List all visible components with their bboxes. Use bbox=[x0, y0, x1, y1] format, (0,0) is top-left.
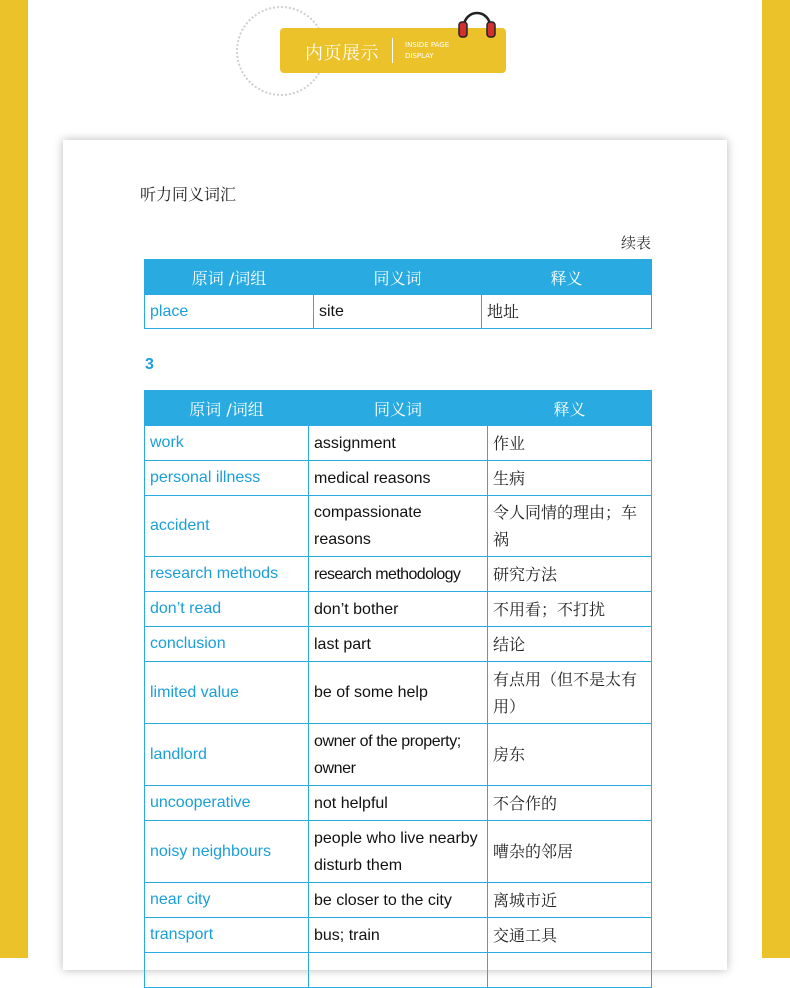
table-row bbox=[145, 821, 652, 883]
synonym-cell: medical reasons bbox=[309, 461, 488, 496]
word-cell: personal illness bbox=[145, 461, 309, 496]
table-row bbox=[145, 461, 652, 496]
badge-divider bbox=[392, 38, 393, 63]
synonym-cell: last part bbox=[309, 627, 488, 662]
table-row bbox=[145, 724, 652, 786]
table-header-row bbox=[145, 391, 652, 426]
meaning-cell: 结论 bbox=[488, 627, 652, 662]
column-header-meaning: 释义 bbox=[482, 260, 652, 295]
synonym-cell: bus; train bbox=[309, 918, 488, 953]
table-row bbox=[145, 662, 652, 724]
column-header-meaning: 释义 bbox=[488, 391, 652, 426]
right-yellow-border bbox=[762, 0, 790, 958]
word-cell: conclusion bbox=[145, 627, 309, 662]
table-header-row bbox=[145, 260, 652, 295]
badge-title: 内页展示 bbox=[305, 43, 379, 64]
word-cell: research methods bbox=[145, 557, 309, 592]
synonym-cell: site bbox=[314, 295, 482, 329]
table-row bbox=[145, 426, 652, 461]
table-row bbox=[145, 592, 652, 627]
meaning-cell: 离城市近 bbox=[488, 883, 652, 918]
word-cell: limited value bbox=[145, 662, 309, 724]
table-row bbox=[145, 883, 652, 918]
synonym-cell: be of some help bbox=[309, 662, 488, 724]
headphones-icon bbox=[457, 6, 497, 40]
synonym-cell: research methodology bbox=[309, 557, 488, 592]
meaning-cell: 研究方法 bbox=[488, 557, 652, 592]
synonym-cell: owner of the property; owner bbox=[309, 724, 488, 786]
synonym-cell: assignment bbox=[309, 426, 488, 461]
synonym-cell: be closer to the city bbox=[309, 883, 488, 918]
column-header-synonym: 同义词 bbox=[309, 391, 488, 426]
continued-label: 续表 bbox=[620, 234, 651, 252]
word-cell: place bbox=[145, 295, 314, 329]
badge-subtitle bbox=[405, 40, 485, 62]
word-cell: near city bbox=[145, 883, 309, 918]
meaning-cell: 交通工具 bbox=[488, 918, 652, 953]
column-header-word: 原词 /词组 bbox=[145, 391, 309, 426]
badge-subtitle-line1: INSIDE PAGE bbox=[405, 41, 450, 49]
meaning-cell: 嘈杂的邻居 bbox=[488, 821, 652, 883]
meaning-cell: 生病 bbox=[488, 461, 652, 496]
group-number: 3 bbox=[145, 356, 154, 373]
word-cell: uncooperative bbox=[145, 786, 309, 821]
synonym-cell: people who live nearby disturb them bbox=[309, 821, 488, 883]
word-cell: landlord bbox=[145, 724, 309, 786]
meaning-cell: 令人同情的理由；车祸 bbox=[488, 496, 652, 557]
section-title: 听力同义词汇 bbox=[140, 185, 237, 204]
table-row bbox=[145, 627, 652, 662]
badge-subtitle-line2: DISPLAY bbox=[405, 52, 434, 60]
table-row bbox=[145, 786, 652, 821]
column-header-word: 原词 /词组 bbox=[145, 260, 314, 295]
meaning-cell: 房东 bbox=[488, 724, 652, 786]
left-yellow-border bbox=[0, 0, 28, 958]
meaning-cell: 不合作的 bbox=[488, 786, 652, 821]
word-cell: don’t read bbox=[145, 592, 309, 627]
meaning-cell: 地址 bbox=[482, 295, 652, 329]
synonym-cell: compassionate reasons bbox=[309, 496, 488, 557]
table-row bbox=[145, 918, 652, 953]
document-page bbox=[63, 140, 727, 970]
synonym-cell: don’t bother bbox=[309, 592, 488, 627]
word-cell: noisy neighbours bbox=[145, 821, 309, 883]
synonym-cell: not helpful bbox=[309, 786, 488, 821]
column-header-synonym: 同义词 bbox=[314, 260, 482, 295]
word-cell: work bbox=[145, 426, 309, 461]
meaning-cell: 不用看；不打扰 bbox=[488, 592, 652, 627]
word-cell: transport bbox=[145, 918, 309, 953]
meaning-cell: 作业 bbox=[488, 426, 652, 461]
table-row bbox=[145, 557, 652, 592]
word-cell: accident bbox=[145, 496, 309, 557]
table-row bbox=[145, 295, 652, 329]
table-row bbox=[145, 496, 652, 557]
synonym-table-continued bbox=[144, 259, 652, 329]
meaning-cell: 有点用（但不是太有用） bbox=[488, 662, 652, 724]
synonym-table bbox=[144, 390, 652, 988]
